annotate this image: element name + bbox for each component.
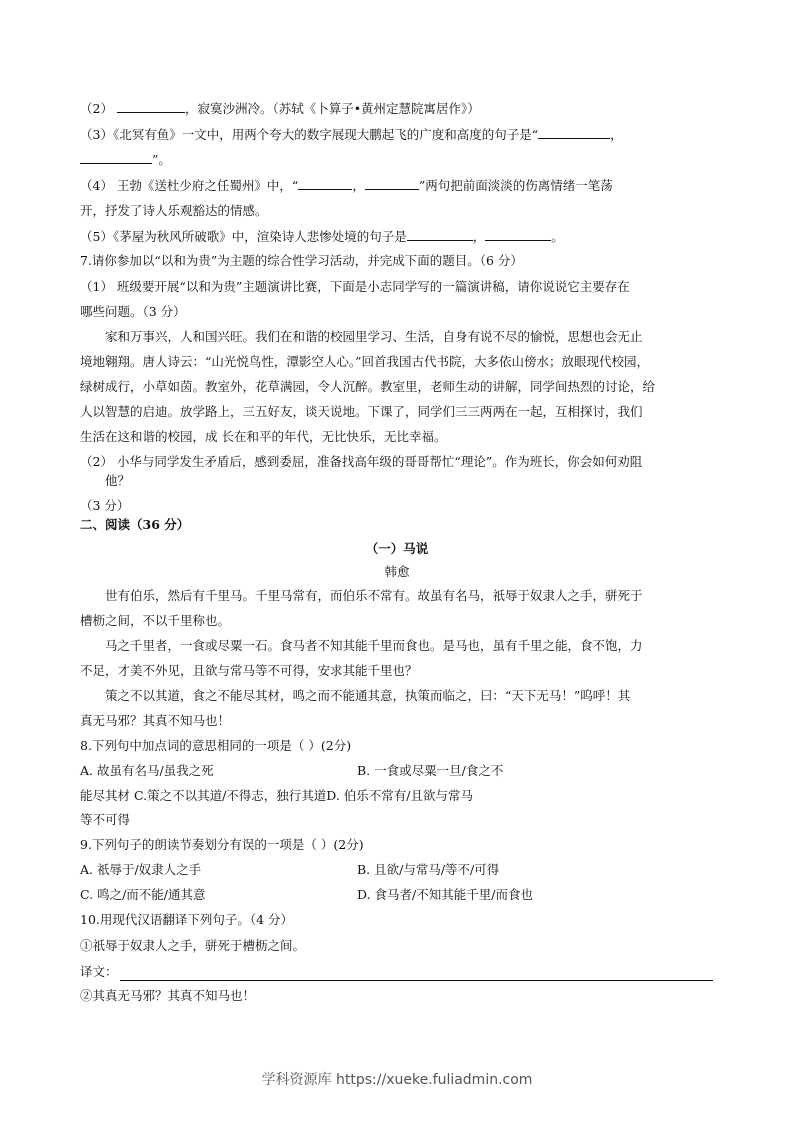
- passage-line: 不足，才美不外见，且欲与常马等不可得，安求其能千里也？: [80, 663, 418, 678]
- speech-line: 生活在这和谐的校园，成 长在和平的年代，无比快乐，无比幸福。: [80, 429, 447, 444]
- q8-option-line: 等不可得: [80, 812, 131, 827]
- q7-sub2-line2: 他？: [105, 473, 131, 488]
- q6-item3: （3）《北冥有鱼》一文中，用两个夸大的数字展现大鹏起飞的广度和高度的句子是“ ，: [80, 127, 623, 142]
- q10-sentence-1: ①祇辱于奴隶人之手，骈死于槽枥之间。: [80, 938, 306, 953]
- answer-blank[interactable]: [485, 228, 551, 241]
- q8-stem: 8.下列句中加点词的意思相同的一项是（ ）(2分): [80, 738, 352, 753]
- passage-line: 真无马邪？其真不知马也！: [80, 713, 231, 728]
- q10-stem: 10.用现代汉语翻译下列句子。（4 分）: [80, 912, 294, 927]
- text-title: （一）马说: [365, 541, 429, 556]
- q6-item3-line2: ”。: [80, 151, 171, 169]
- q9-option-a: A. 祇辱于/奴隶人之手: [80, 862, 202, 877]
- speech-line: 境地翱翔。唐人诗云：“山光悦鸟性，潭影空人心。”回首我国古代书院，大多依山傍水；放眼现代校园，: [80, 354, 650, 369]
- footer-watermark: 学科资源库 https://xueke.fuliadmin.com: [261, 1072, 533, 1088]
- q7-sub2-line1: （2） 小华与同学发生矛盾后，感到委屈，准备找高年级的哥哥帮忙“理论”。作为班长，你会如何劝阻: [80, 454, 643, 469]
- passage-line: 槽枥之间，不以千里称也。: [80, 613, 231, 628]
- q8-option-line: 能尽其材 C.策之不以其道/不得志，独行其道D. 伯乐不常有/且欲与常马: [80, 788, 474, 803]
- answer-blank[interactable]: [365, 177, 419, 190]
- q7-sub1-line1: （1） 班级要开展“以和为贵”主题演讲比赛，下面是小志同学写的一篇演讲稿，请你说说它主要存在: [80, 279, 630, 294]
- passage-line: 策之不以其道，食之不能尽其材，鸣之而不能通其意，执策而临之，曰：“天下无马！”呜呼！其: [105, 688, 631, 703]
- section-heading: 二、阅读（36 分）: [80, 517, 190, 532]
- q9-option-c: C. 鸣之/而不能/通其意: [80, 887, 206, 902]
- answer-blank[interactable]: [407, 228, 473, 241]
- passage-line: 世有伯乐，然后有千里马。千里马常有，而伯乐不常有。故虽有名马，祇辱于奴隶人之手，骈死于: [105, 588, 643, 603]
- q6-item4: （4） 王勃《送杜少府之任蜀州》中，“ ， ”两句把前面淡淡的伤离情绪一笔荡: [80, 178, 613, 193]
- q9-option-d: D. 食马者/不知其能千里/而食也: [357, 887, 533, 902]
- q6-item5: （5）《茅屋为秋风所破歌》中，渲染诗人悲惨处境的句子是 ， 。: [80, 229, 564, 244]
- answer-blank[interactable]: [117, 100, 185, 113]
- q9-stem: 9.下列句子的朗读节奏划分有误的一项是（ ）(2分): [80, 837, 364, 852]
- speech-line: 绿树成行，小草如茵。教室外，花草满园，令人沉醉。教室里，老师生动的讲解，同学间热烈的讨论，给: [80, 379, 656, 394]
- q7-sub1-line2: 哪些问题。（3 分）: [80, 304, 186, 319]
- q8-option-b: B. 一食或尽粟一旦/食之不: [357, 763, 504, 778]
- translation-label: 译文：: [80, 964, 118, 979]
- q7-title: 7.请你参加以“以和为贵”为主题的综合性学习活动，并完成下面的题目。（6 分）: [80, 253, 523, 268]
- q9-option-b: B. 且欲/与常马/等不/可得: [357, 862, 500, 877]
- q10-sentence-2: ②其真无马邪？其真不知马也！: [80, 988, 256, 1003]
- translation-answer-line[interactable]: [120, 980, 713, 981]
- answer-blank[interactable]: [80, 151, 152, 164]
- q6-item2: （2） ，寂寞沙洲冷。（苏轼《卜算子•黄州定慧院寓居作》）: [80, 101, 480, 116]
- passage-line: 马之千里者，一食或尽粟一石。食马者不知其能千里而食也。是马也，虽有千里之能，食不饱，力: [105, 638, 643, 653]
- q8-option-a: A. 故虽有名马/虽我之死: [80, 763, 214, 778]
- q6-item4-line2: 开，抒发了诗人乐观豁达的情感。: [80, 203, 268, 218]
- speech-line: 家和万事兴，人和国兴旺。我们在和谐的校园里学习、生活，自身有说不尽的愉悦，思想也会无止: [105, 329, 643, 344]
- text-author: 韩愈: [384, 564, 410, 579]
- q7-sub2-score: （3 分）: [80, 498, 130, 513]
- answer-blank[interactable]: [538, 126, 610, 139]
- speech-line: 人以智慧的启迪。放学路上，三五好友，谈天说地。下课了，同学们三三两两在一起，互相探讨，我们: [80, 404, 643, 419]
- answer-blank[interactable]: [298, 177, 352, 190]
